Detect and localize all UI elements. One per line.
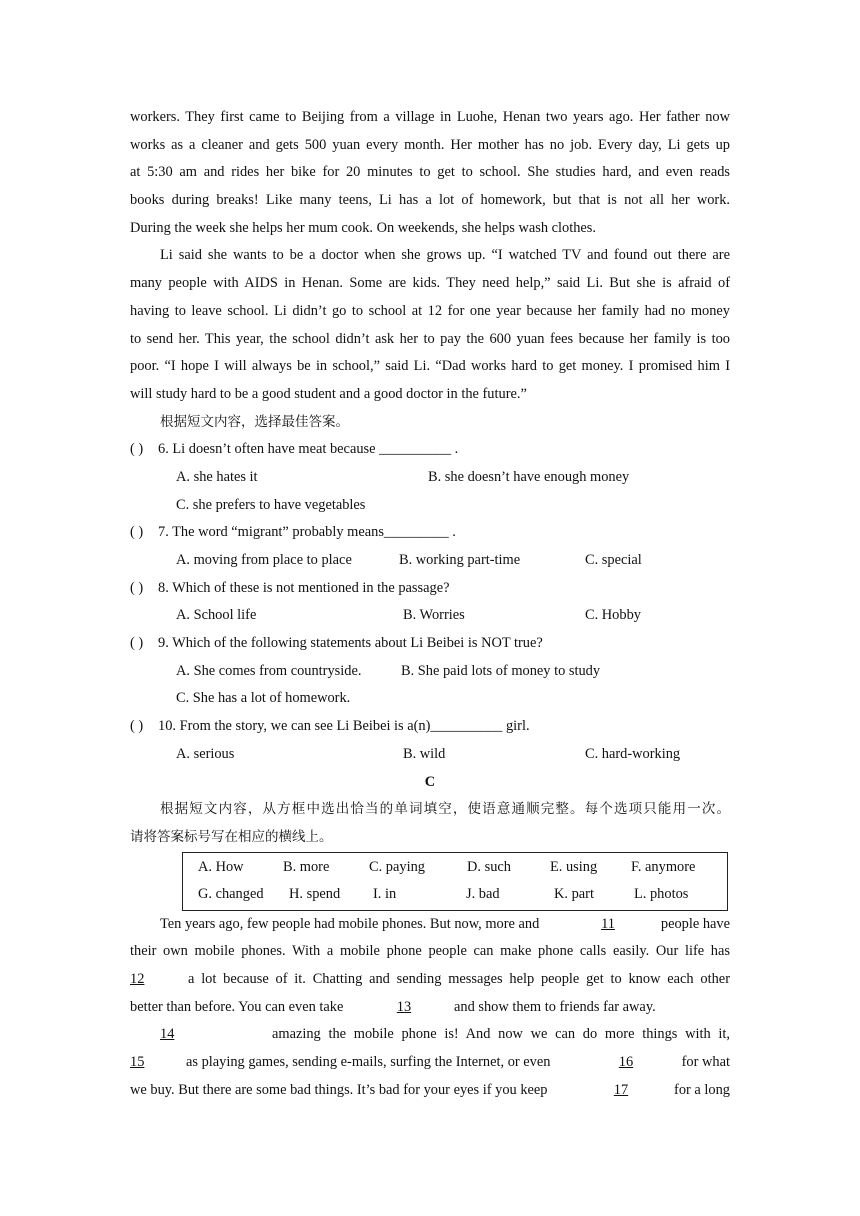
text-line: [130, 966, 730, 994]
word-option: G. changed: [198, 886, 264, 903]
blank-12[interactable]: 12: [130, 970, 145, 987]
options-row: [130, 685, 730, 713]
option: C. She has a lot of homework.: [176, 690, 351, 707]
text-segment: better than before. You can even take: [130, 998, 344, 1015]
options-row: [130, 741, 730, 769]
instruction-b: 根据短文内容，选择最佳答案。: [160, 413, 349, 430]
blank-15[interactable]: 15: [130, 1054, 145, 1070]
passage-paragraph-1: [130, 104, 730, 242]
blank-17[interactable]: 17: [613, 1081, 629, 1098]
text-line: [130, 1049, 730, 1077]
option: A. She comes from countryside.: [176, 662, 362, 679]
word-option: J. bad: [466, 886, 500, 903]
text-segment: we buy. But there are some bad things. It’s bad for your eyes if you keep: [130, 1081, 548, 1098]
question-10: [130, 713, 730, 741]
question-8: [130, 575, 730, 603]
passage-c-paragraph-2: [130, 1021, 730, 1104]
word-option: K. part: [554, 886, 594, 903]
answer-paren[interactable]: ( ): [130, 524, 144, 541]
question-stem: 6. Li doesn’t often have meat because __________ .: [158, 441, 459, 458]
option: B. Worries: [403, 607, 465, 624]
text-line: books during breaks! Like many teens, Li has a lot of homework, but that is not all her work.: [130, 192, 730, 209]
question-stem: 7. The word “migrant” probably means_________ .: [158, 524, 456, 541]
word-option: B. more: [283, 858, 330, 875]
instruction-c-line1: 根据短文内容，从方框中选出恰当的单词填空，使语意通顺完整。每个选项只能用一次。: [160, 801, 730, 818]
question-stem: 8. Which of these is not mentioned in the passage?: [158, 579, 450, 596]
option: A. moving from place to place: [176, 552, 352, 568]
text-segment: as playing games, sending e-mails, surfing the Internet, or even: [186, 1054, 551, 1070]
option: B. wild: [403, 745, 446, 762]
text-line: at 5:30 am and rides her bike for 20 minutes to get to school. She studies hard, and even reads: [130, 164, 730, 181]
option: A. serious: [176, 745, 235, 762]
question-9: [130, 630, 730, 658]
word-bank-row: [183, 881, 727, 909]
word-option: C. paying: [369, 858, 425, 875]
blank-14[interactable]: 14: [160, 1026, 175, 1043]
text-line: poor. “I hope I will always be in school,” said Li. “Dad works hard to get money. I promised him I: [130, 358, 730, 375]
text-line: having to leave school. Li didn’t go to school at 12 for one year because her family had no money: [130, 302, 730, 319]
answer-paren[interactable]: ( ): [130, 441, 144, 458]
blank-13[interactable]: 13: [396, 998, 412, 1015]
text-line: Li said she wants to be a doctor when she grows up. “I watched TV and found out there are: [160, 247, 730, 264]
text-segment: people have: [660, 915, 730, 932]
answer-paren[interactable]: ( ): [130, 718, 144, 735]
text-line: [130, 1021, 730, 1049]
word-option: E. using: [550, 858, 598, 875]
text-line: [130, 994, 730, 1022]
text-line: [130, 1077, 730, 1105]
text-line: works as a cleaner and gets 500 yuan every month. Her mother has no job. Every day, Li gets up: [130, 136, 730, 153]
word-bank-row: [183, 854, 727, 882]
text-line: [130, 911, 730, 939]
option: C. hard-working: [585, 745, 681, 762]
text-line: workers. They first came to Beijing from a village in Luohe, Henan two years ago. Her father now: [130, 109, 730, 125]
word-bank-box: [182, 852, 728, 911]
text-segment: for what: [681, 1054, 730, 1070]
options-row: [130, 658, 730, 686]
section-heading: C: [424, 773, 436, 790]
word-option: H. spend: [289, 886, 341, 903]
option: B. she doesn’t have enough money: [428, 468, 630, 485]
text-segment: amazing the mobile phone is! And now we can do more things with it,: [272, 1026, 730, 1043]
word-option: D. such: [467, 858, 511, 875]
answer-paren[interactable]: ( ): [130, 635, 144, 652]
option: C. she prefers to have vegetables: [176, 496, 366, 513]
blank-16[interactable]: 16: [618, 1054, 634, 1070]
text-line: many people with AIDS in Henan. Some are kids. They need help,” said Li. But she is afraid of: [130, 275, 730, 292]
option: C. special: [585, 552, 642, 568]
passage-paragraph-2: [130, 242, 730, 408]
options-row: [130, 492, 730, 520]
options-row: [130, 547, 730, 575]
word-option: I. in: [373, 886, 397, 903]
text-line: During the week she helps her mum cook. On weekends, she helps wash clothes.: [130, 219, 596, 236]
text-segment: for a long: [674, 1081, 730, 1098]
text-line: their own mobile phones. With a mobile phone people can make phone calls easily. Our life has: [130, 943, 730, 960]
answer-paren[interactable]: ( ): [130, 579, 144, 596]
question-6: [130, 436, 730, 464]
option: A. she hates it: [176, 468, 258, 485]
passage-c-paragraph-1: [130, 911, 730, 1022]
option: B. She paid lots of money to study: [401, 662, 601, 679]
text-segment: a lot because of it. Chatting and sending messages help people get to know each other: [188, 970, 730, 987]
blank-11[interactable]: 11: [601, 915, 615, 932]
question-7: [130, 519, 730, 547]
text-line: will study hard to be a good student and a good doctor in the future.”: [130, 385, 527, 402]
question-stem: 10. From the story, we can see Li Beibei is a(n)__________ girl.: [158, 718, 530, 735]
word-option: L. photos: [634, 886, 689, 903]
word-option: A. How: [198, 858, 244, 875]
text-segment: Ten years ago, few people had mobile phones. But now, more and: [160, 915, 540, 932]
word-option: F. anymore: [631, 858, 696, 875]
options-row: [130, 602, 730, 630]
text-segment: and show them to friends far away.: [454, 998, 656, 1015]
question-stem: 9. Which of the following statements about Li Beibei is NOT true?: [158, 635, 543, 652]
text-line: to send her. This year, the school didn’t ask her to pay the 600 yuan fees because her family is too: [130, 330, 730, 347]
option: B. working part-time: [399, 552, 521, 568]
instruction-c-line2: 请将答案标号写在相应的横线上。: [130, 828, 333, 845]
option: C. Hobby: [585, 607, 641, 624]
option: A. School life: [176, 607, 257, 624]
document-page: [130, 104, 730, 1104]
options-row: [130, 464, 730, 492]
